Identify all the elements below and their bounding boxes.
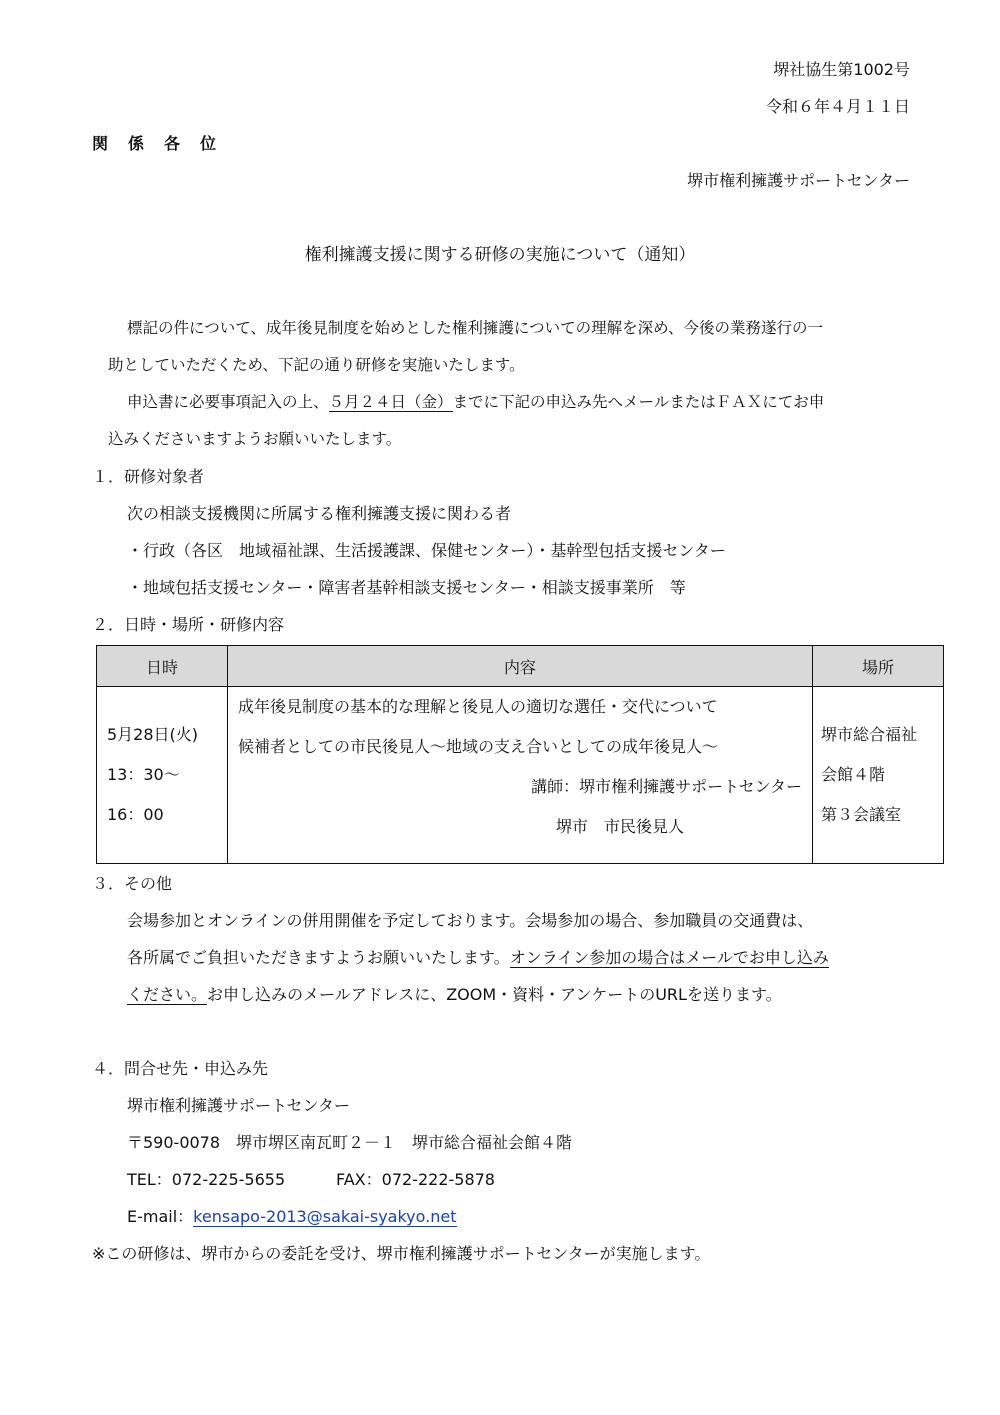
section1-line-1: 次の相談支援機関に所属する権利擁護支援に関わる者	[127, 504, 512, 523]
intro-line-3-pre: 申込書に必要事項記入の上、	[127, 393, 329, 411]
content-co-lecturer: 堺市 市民後見人	[556, 817, 685, 836]
schedule-header-row	[97, 646, 944, 687]
cell-content	[228, 687, 813, 864]
online-note-part-2: ください。	[127, 985, 208, 1004]
schedule-row	[97, 687, 944, 864]
email-link[interactable]: kensapo-2013@sakai-syakyo.net	[193, 1207, 457, 1226]
intro-line-1: 標記の件について、成年後見制度を始めとした権利擁護についての理解を深め、今後の業務遂行の一	[127, 319, 823, 337]
content-topic-1: 成年後見制度の基本的な理解と後見人の適切な選任・交代について	[238, 697, 718, 716]
intro-line-4: 込みくださいますようお願いいたします。	[108, 430, 402, 448]
schedule-table	[96, 645, 944, 864]
header-place: 場所	[813, 646, 944, 687]
section1-line-3: ・地域包括支援センター・障害者基幹相談支援センター・相談支援事業所 等	[127, 578, 686, 597]
section4-heading: ４．問合せ先・申込み先	[92, 1059, 269, 1078]
venue-line-1: 堺市総合福祉	[821, 725, 918, 744]
content-lecturer: 講師：堺市権利擁護サポートセンター	[531, 777, 802, 796]
section3-heading: ３．その他	[92, 874, 173, 893]
section3-line-2	[127, 945, 829, 968]
contact-fax: FAX：072-222-5878	[336, 1170, 495, 1189]
contact-address: 〒590-0078 堺市堺区南瓦町２－１ 堺市総合福祉会館４階	[127, 1133, 573, 1152]
contact-org: 堺市権利擁護サポートセンター	[127, 1096, 350, 1115]
footnote: ※この研修は、堺市からの委託を受け、堺市権利擁護サポートセンターが実施します。	[92, 1244, 711, 1263]
section1-line-2: ・行政（各区 地域福祉課、生活援護課、保健センター）・基幹型包括支援センター	[127, 541, 726, 560]
addressee: 関 係 各 位	[92, 134, 219, 153]
email-label: E-mail：	[127, 1207, 194, 1226]
section3-line-3-post: お申し込みのメールアドレスに、ZOOM・資料・アンケートのURLを送ります。	[207, 985, 782, 1004]
venue-line-2: 会館４階	[821, 765, 886, 784]
contact-email-row	[127, 1204, 457, 1227]
section3-line-2-pre: 各所属でご負担いただきますようお願いいたします。	[127, 948, 510, 967]
issue-date: 令和６年４月１１日	[765, 97, 910, 116]
section3-line-3	[127, 982, 782, 1005]
section2-heading: ２．日時・場所・研修内容	[92, 615, 285, 634]
online-note-part-1: オンライン参加の場合はメールでお申し込み	[509, 948, 829, 967]
document-title: 権利擁護支援に関する研修の実施について（通知）	[304, 245, 696, 265]
contact-tel: TEL：072-225-5655	[127, 1170, 286, 1189]
venue-line-3: 第３会議室	[821, 805, 902, 824]
content-topic-2: 候補者としての市民後見人～地域の支え合いとしての成年後見人～	[238, 737, 719, 756]
document-number: 堺社協生第1002号	[773, 60, 910, 79]
cell-datetime	[97, 687, 228, 864]
header-datetime: 日時	[97, 646, 228, 687]
cell-place	[813, 687, 944, 864]
intro-line-2: 助としていただくため、下記の通り研修を実施いたします。	[108, 356, 525, 374]
section1-heading: １．研修対象者	[92, 467, 205, 486]
application-deadline: ５月２４日（金）	[328, 393, 453, 411]
section3-line-1: 会場参加とオンラインの併用開催を予定しております。会場参加の場合、参加職員の交通費は、	[127, 911, 814, 930]
session-date: 5月28日(火)	[107, 725, 199, 744]
intro-line-3	[127, 390, 824, 412]
session-end: 16：00	[107, 805, 164, 824]
session-start: 13：30～	[107, 765, 180, 784]
header-content: 内容	[228, 646, 813, 687]
sender: 堺市権利擁護サポートセンター	[687, 171, 910, 190]
intro-line-3-post: までに下記の申込み先へメールまたはＦＡＸにてお申	[452, 393, 825, 411]
